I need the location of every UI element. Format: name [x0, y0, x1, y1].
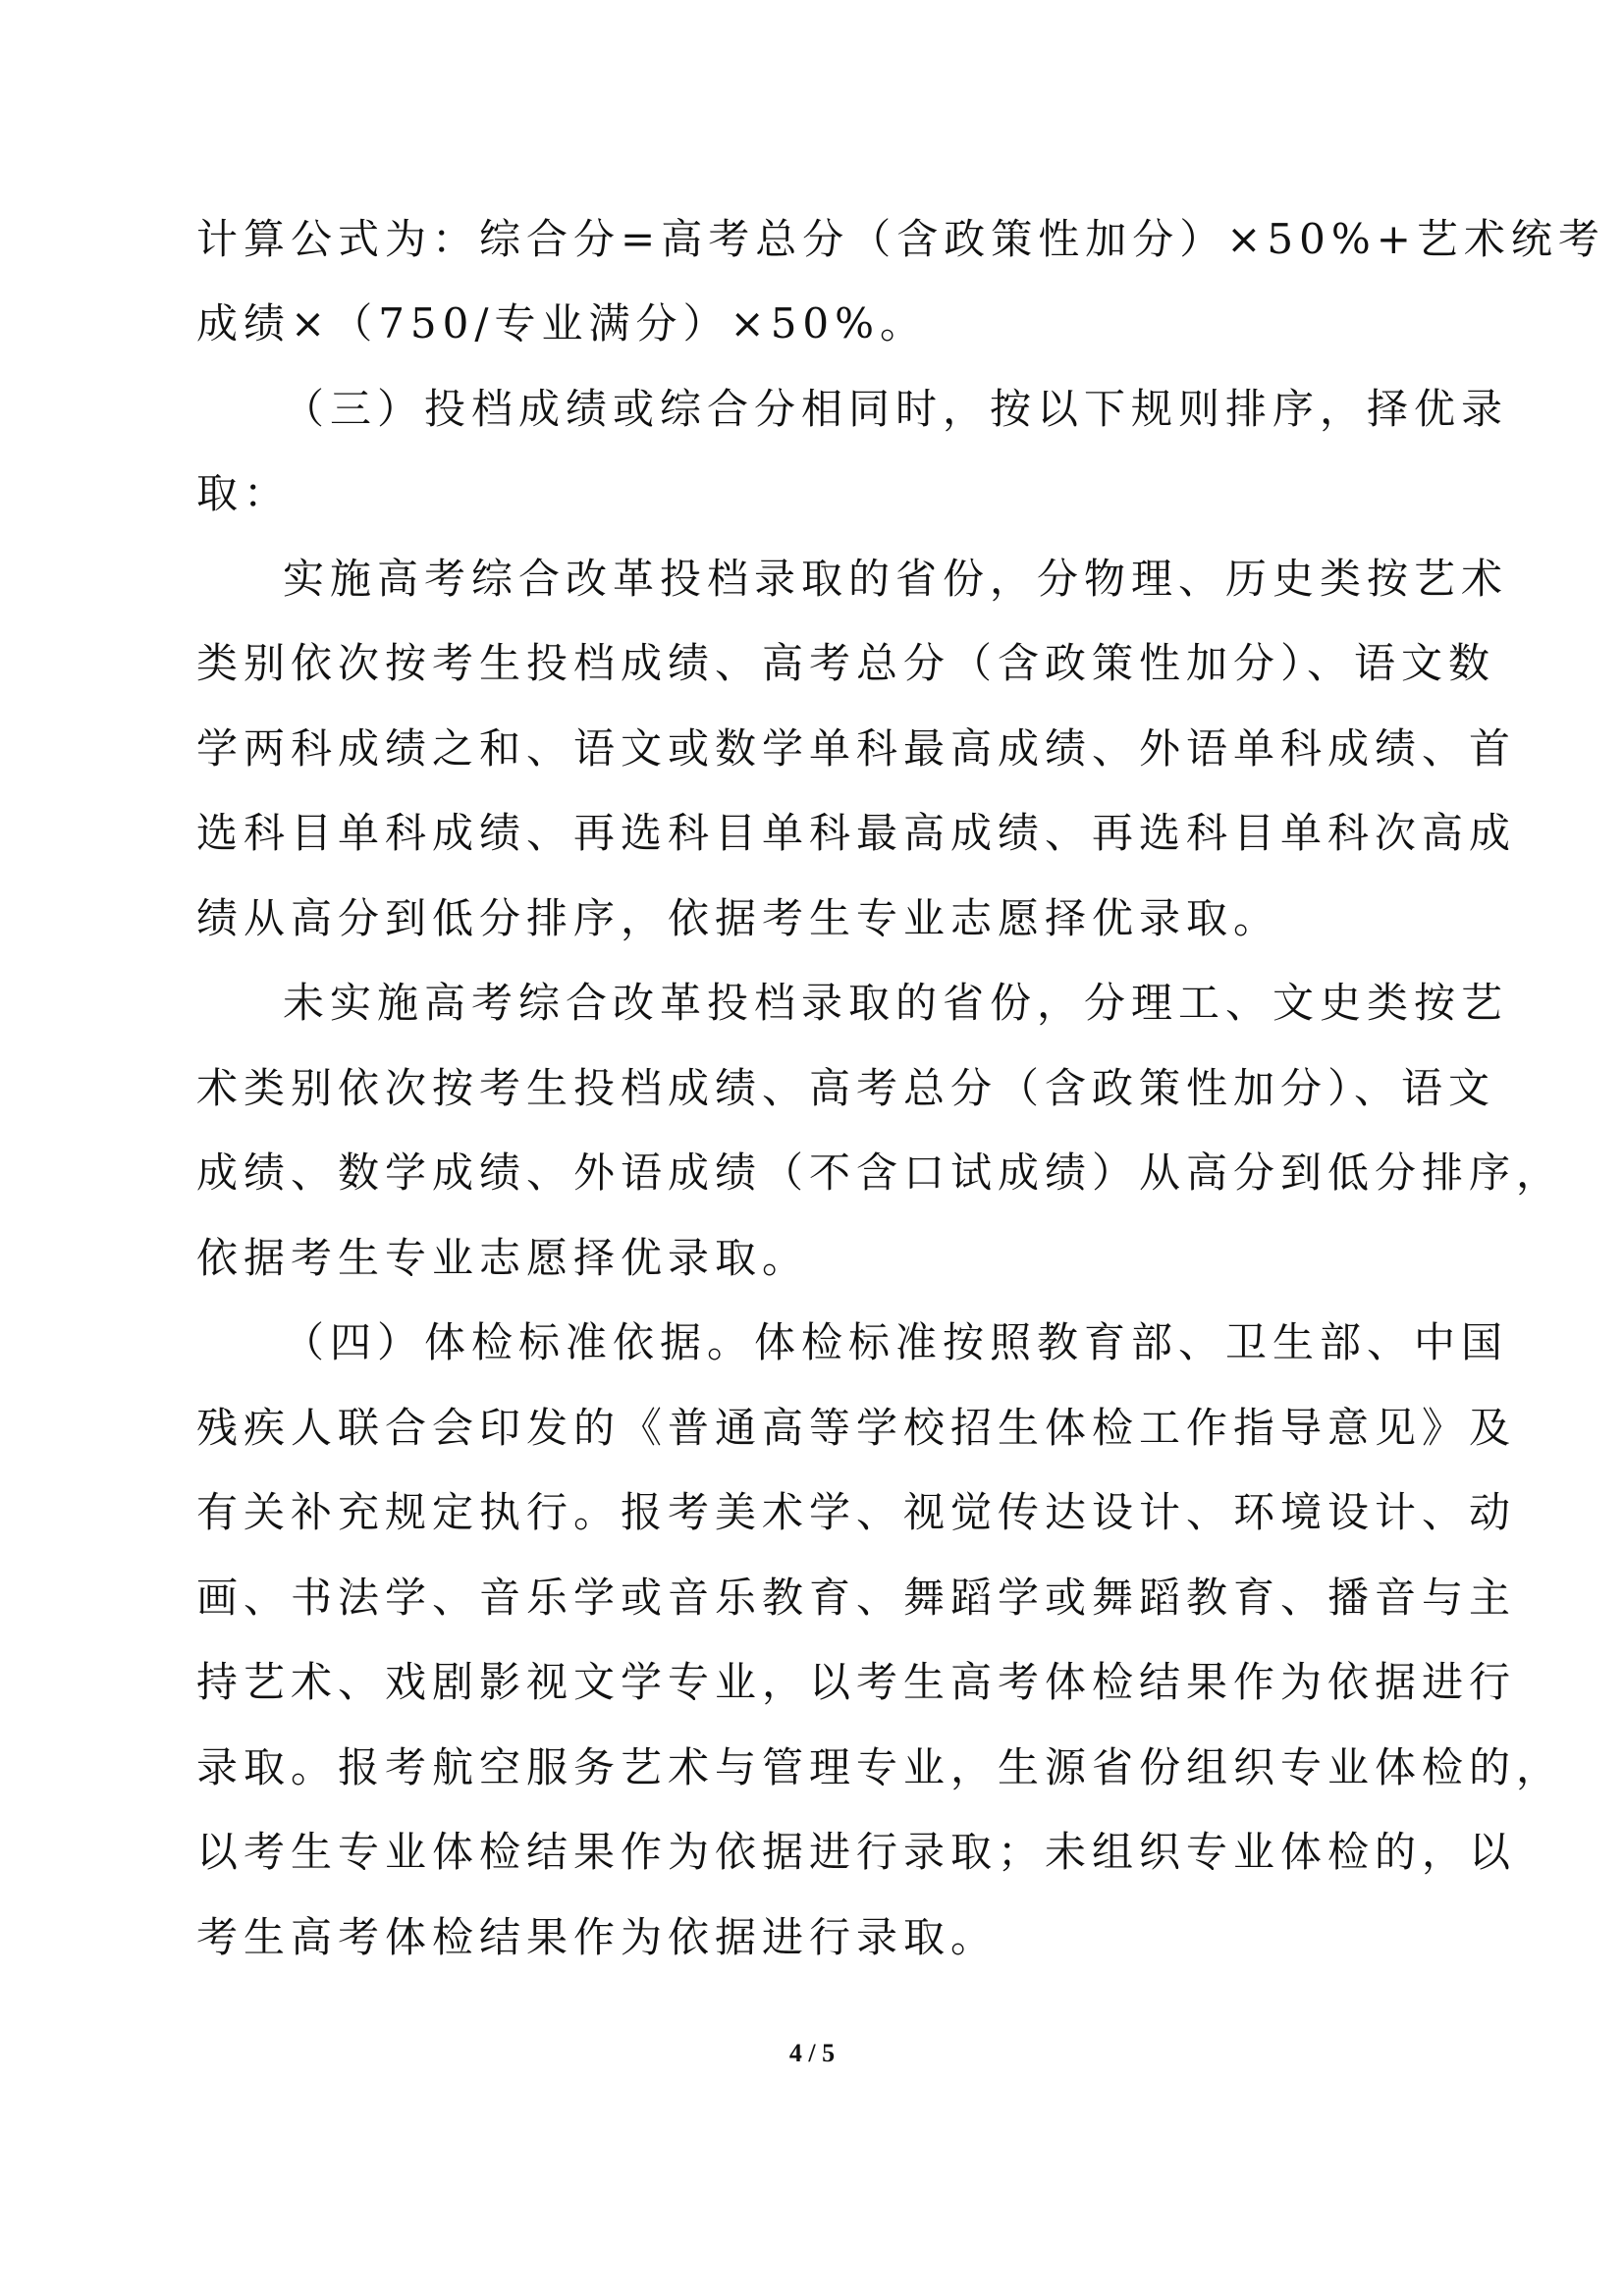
body-text-line: 绩从高分到低分排序，依据考生专业志愿择优录取。 [196, 894, 1281, 942]
body-text-line: 录取。报考航空服务艺术与管理专业，生源省份组织专业体检的， [196, 1743, 1564, 1791]
body-text-line: 画、书法学、音乐学或音乐教育、舞蹈学或舞蹈教育、播音与主 [196, 1574, 1517, 1622]
body-text-line: 术类别依次按考生投档成绩、高考总分（含政策性加分）、语文 [196, 1064, 1496, 1112]
body-text-line: 成绩、数学成绩、外语成绩（不含口试成绩）从高分到低分排序， [196, 1148, 1564, 1197]
section-heading-line: （四）体检标准依据。体检标准按照教育部、卫生部、中国 [283, 1318, 1509, 1366]
body-text-line: 选科目单科成绩、再选科目单科最高成绩、再选科目单科次高成 [196, 809, 1517, 857]
body-text-line: 取： [196, 469, 292, 517]
body-text-line: 以考生专业体检结果作为依据进行录取；未组织专业体检的，以 [196, 1828, 1517, 1876]
section-heading-line: （三）投档成绩或综合分相同时，按以下规则排序，择优录 [283, 385, 1509, 433]
body-text-line: 考生高考体检结果作为依据进行录取。 [196, 1913, 999, 1961]
body-text-line: 计算公式为：综合分=高考总分（含政策性加分）×50%+艺术统考 [196, 215, 1605, 263]
body-text-line: 未实施高考综合改革投档录取的省份，分理工、文史类按艺 [283, 979, 1509, 1027]
body-text-line: 类别依次按考生投档成绩、高考总分（含政策性加分）、语文数 [196, 639, 1496, 687]
body-text-line: 学两科成绩之和、语文或数学单科最高成绩、外语单科成绩、首 [196, 724, 1517, 773]
page-number: 4 / 5 [788, 2039, 836, 2067]
body-text-line: 实施高考综合改革投档录取的省份，分物理、历史类按艺术 [283, 555, 1509, 603]
body-text-line: 成绩×（750/专业满分）×50%。 [196, 299, 928, 347]
body-text-line: 有关补充规定执行。报考美术学、视觉传达设计、环境设计、动 [196, 1488, 1517, 1536]
body-text-line: 依据考生专业志愿择优录取。 [196, 1234, 810, 1282]
body-text-line: 持艺术、戏剧影视文学专业，以考生高考体检结果作为依据进行 [196, 1658, 1517, 1706]
body-text-line: 残疾人联合会印发的《普通高等学校招生体检工作指导意见》及 [196, 1404, 1517, 1452]
